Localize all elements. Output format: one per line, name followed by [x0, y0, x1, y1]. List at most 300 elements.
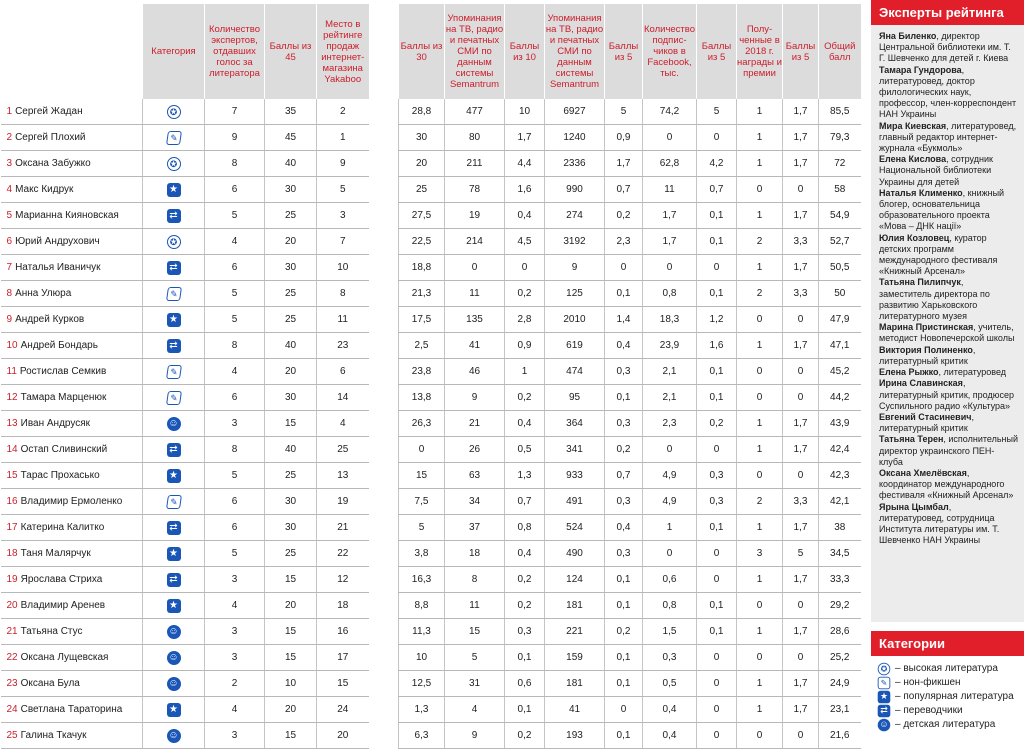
score-cell: 0 [783, 307, 819, 333]
experts-header: Количество экспертов, отдавших голос за литератора [205, 4, 265, 99]
table-row [399, 697, 861, 723]
score-cell: 124 [545, 567, 605, 593]
points45-cell: 15 [265, 567, 317, 593]
rank-number: 23 [6, 678, 18, 689]
expert-entry [879, 322, 1018, 344]
score-cell: 0,2 [605, 437, 643, 463]
table-row [399, 99, 861, 125]
expert-desc: , исполнительный директор украинского ПЕН-клуба [879, 434, 1018, 467]
rating-table-left [0, 4, 369, 749]
author-cell [1, 359, 143, 385]
score-cell: 29,2 [819, 593, 861, 619]
score-cell: 1 [643, 515, 697, 541]
categories-title: Категории [871, 631, 1024, 656]
table-row [399, 645, 861, 671]
score-cell: 0 [697, 567, 737, 593]
score-cell: 5 [445, 645, 505, 671]
score-cell: 47,1 [819, 333, 861, 359]
author-cell [1, 177, 143, 203]
author-cell [1, 723, 143, 749]
author-name: Андрей Курков [15, 314, 85, 325]
expert-name: Татьяна Пилипчук [879, 277, 961, 288]
rank-number: 21 [6, 626, 18, 637]
score-cell: 159 [545, 645, 605, 671]
score-cell: 0 [605, 697, 643, 723]
category-cell [143, 229, 205, 255]
score-cell: 1 [737, 671, 783, 697]
expert-desc: , координатор международного фестиваля «Книжный Арсенал» [879, 467, 1014, 501]
rank-number: 13 [6, 418, 18, 429]
score-cell: 5 [605, 99, 643, 125]
author-name: Остап Сливинский [20, 444, 108, 455]
table-row [399, 333, 861, 359]
score-cell: 0,6 [505, 671, 545, 697]
expert-desc: , учитель, методист Новопечерской школы [879, 322, 1015, 344]
category-cell [143, 567, 205, 593]
score-cell: 1,6 [697, 333, 737, 359]
points45-cell: 20 [265, 697, 317, 723]
score-cell: 0,5 [643, 671, 697, 697]
table-row [399, 359, 861, 385]
score-cell: 0 [697, 255, 737, 281]
expert-name: Оксана Хмелёвская [879, 467, 967, 478]
score-cell: 0,8 [505, 515, 545, 541]
table-row [1, 515, 369, 541]
yakaboo-cell: 9 [317, 151, 369, 177]
score-cell: 0,1 [697, 619, 737, 645]
author-name: Ростислав Семкив [19, 366, 107, 377]
table-row [399, 515, 861, 541]
score-cell: 2,3 [605, 229, 643, 255]
author-cell [1, 255, 143, 281]
score-cell: 15 [399, 463, 445, 489]
legend-label: – нон-фикшен [895, 677, 961, 688]
score-cell: 1,6 [505, 177, 545, 203]
score-cell: 1,7 [783, 333, 819, 359]
points45-cell: 15 [265, 411, 317, 437]
score-cell: 1,2 [697, 307, 737, 333]
score-cell: 1 [737, 203, 783, 229]
popular-literature-icon: ★ [167, 703, 181, 717]
category-cell [143, 489, 205, 515]
score-cell: 0,7 [605, 177, 643, 203]
score-cell: 0 [783, 645, 819, 671]
table-row [399, 125, 861, 151]
expert-entry [879, 121, 1018, 155]
score-cell: 0,2 [505, 723, 545, 749]
literature-icon: ✪ [167, 235, 181, 249]
score-cell: 2 [737, 489, 783, 515]
table-row [1, 593, 369, 619]
score-cell: 0 [445, 255, 505, 281]
score-cell: 34 [445, 489, 505, 515]
score-cell: 11,3 [399, 619, 445, 645]
score-cell: 1,7 [783, 203, 819, 229]
points45-cell: 25 [265, 541, 317, 567]
popular-literature-icon: ★ [167, 183, 181, 197]
author-cell [1, 151, 143, 177]
total-header: Общий балл [819, 4, 861, 99]
score-cell: 72 [819, 151, 861, 177]
legend-label: – детская литература [895, 719, 996, 730]
author-name: Владимир Аренев [20, 600, 106, 611]
table-row [399, 281, 861, 307]
score-cell: 0,8 [643, 593, 697, 619]
score-cell: 2,3 [643, 411, 697, 437]
rank-number: 1 [6, 106, 13, 117]
author-name: Макс Кидрук [15, 184, 74, 195]
score-cell: 1 [737, 411, 783, 437]
score-cell: 1,7 [783, 151, 819, 177]
literature-icon: ✪ [878, 663, 891, 676]
score-cell: 1,7 [605, 151, 643, 177]
score-cell: 0,7 [697, 177, 737, 203]
score-cell: 54,9 [819, 203, 861, 229]
score-cell: 1 [505, 359, 545, 385]
points45-cell: 25 [265, 463, 317, 489]
score-cell: 0,8 [643, 281, 697, 307]
b5b-header: Баллы из 5 [697, 4, 737, 99]
rank-number: 3 [6, 158, 13, 169]
rank-number: 9 [6, 314, 13, 325]
table-row [399, 385, 861, 411]
points45-cell: 15 [265, 645, 317, 671]
points45-cell: 40 [265, 333, 317, 359]
score-cell: 1 [737, 697, 783, 723]
legend-item [877, 704, 1024, 718]
score-cell: 1 [737, 437, 783, 463]
yakaboo-cell: 2 [317, 99, 369, 125]
points45-cell: 30 [265, 177, 317, 203]
table-row [1, 463, 369, 489]
experts-cell: 5 [205, 281, 265, 307]
table-row [399, 203, 861, 229]
category-cell [143, 125, 205, 151]
score-cell: 9 [445, 385, 505, 411]
rank-number: 4 [6, 184, 13, 195]
table-row [1, 307, 369, 333]
rank-number: 25 [6, 730, 18, 741]
rank-number: 19 [6, 574, 18, 585]
points45-cell: 15 [265, 619, 317, 645]
expert-entry [879, 154, 1018, 188]
points45-cell: 20 [265, 593, 317, 619]
table-row [1, 697, 369, 723]
expert-name: Марина Пристинская [879, 322, 974, 333]
table-row [399, 411, 861, 437]
score-cell: 1,7 [783, 411, 819, 437]
score-cell: 364 [545, 411, 605, 437]
experts-cell: 5 [205, 203, 265, 229]
category-cell [143, 307, 205, 333]
author-cell [1, 411, 143, 437]
score-cell: 1,5 [643, 619, 697, 645]
score-cell: 11 [643, 177, 697, 203]
nonfiction-icon: ✎ [166, 365, 182, 379]
score-cell: 0,3 [605, 359, 643, 385]
category-cell [143, 385, 205, 411]
score-cell: 4,9 [643, 463, 697, 489]
experts-cell: 6 [205, 489, 265, 515]
yakaboo-cell: 4 [317, 411, 369, 437]
score-cell: 52,7 [819, 229, 861, 255]
score-cell: 0,1 [697, 515, 737, 541]
score-cell: 1 [737, 515, 783, 541]
score-cell: 1,7 [783, 255, 819, 281]
score-cell: 18 [445, 541, 505, 567]
rank-number: 10 [6, 340, 18, 351]
expert-desc: , литературовед, главный редактор интернет-журнала «Букмоль» [879, 120, 1017, 154]
translators-icon: ⇄ [167, 261, 181, 275]
score-cell: 0,1 [505, 645, 545, 671]
points45-cell: 30 [265, 515, 317, 541]
category-cell [143, 177, 205, 203]
expert-entry [879, 188, 1018, 233]
score-cell: 5 [783, 541, 819, 567]
category-cell [143, 541, 205, 567]
yakaboo-cell: 21 [317, 515, 369, 541]
popular-literature-icon: ★ [878, 691, 891, 704]
score-cell: 1 [737, 567, 783, 593]
score-cell: 41 [445, 333, 505, 359]
points45-header: Баллы из 45 [265, 4, 317, 99]
score-cell: 33,3 [819, 567, 861, 593]
table-row [1, 671, 369, 697]
author-cell [1, 229, 143, 255]
score-cell: 0,3 [697, 463, 737, 489]
table-row [399, 619, 861, 645]
score-cell: 3,3 [783, 489, 819, 515]
category-cell [143, 411, 205, 437]
score-cell: 85,5 [819, 99, 861, 125]
score-cell: 11 [445, 281, 505, 307]
popular-literature-icon: ★ [167, 599, 181, 613]
score-cell: 0,3 [605, 489, 643, 515]
expert-name: Евгений Стасиневич [879, 411, 972, 422]
points45-cell: 10 [265, 671, 317, 697]
children-literature-icon: ☺ [168, 651, 179, 663]
score-cell: 1 [737, 619, 783, 645]
score-cell: 10 [505, 99, 545, 125]
score-cell: 1,7 [643, 229, 697, 255]
score-cell: 0,9 [505, 333, 545, 359]
table-row [1, 151, 369, 177]
score-cell: 0 [737, 463, 783, 489]
tv-mentions-header: Упоминания на ТВ, радио и печатных СМИ по данным системы Semantrum [445, 4, 505, 99]
expert-desc: , литературовед [938, 367, 1007, 378]
table-row [1, 359, 369, 385]
rank-number: 14 [6, 444, 18, 455]
score-cell: 0,4 [643, 697, 697, 723]
experts-cell: 4 [205, 593, 265, 619]
score-cell: 21,3 [399, 281, 445, 307]
score-cell: 0,1 [697, 385, 737, 411]
score-cell: 0 [697, 125, 737, 151]
score-cell: 25,2 [819, 645, 861, 671]
rank-number: 11 [6, 366, 17, 377]
score-cell: 0,2 [505, 281, 545, 307]
score-cell: 0 [697, 697, 737, 723]
score-cell: 9 [445, 723, 505, 749]
category-cell [143, 593, 205, 619]
expert-entry [879, 277, 1018, 322]
yakaboo-cell: 25 [317, 437, 369, 463]
score-cell: 4,9 [643, 489, 697, 515]
legend-item [877, 662, 1024, 676]
score-cell: 0,4 [643, 723, 697, 749]
experts-title: Эксперты рейтинга [871, 0, 1024, 25]
experts-cell: 3 [205, 645, 265, 671]
expert-desc: , литературный критик [879, 344, 976, 366]
score-cell: 8 [445, 567, 505, 593]
yakaboo-cell: 3 [317, 203, 369, 229]
author-cell [1, 385, 143, 411]
yakaboo-cell: 6 [317, 359, 369, 385]
author-cell [1, 593, 143, 619]
score-cell: 193 [545, 723, 605, 749]
author-cell [1, 671, 143, 697]
score-cell: 0 [737, 645, 783, 671]
score-cell: 274 [545, 203, 605, 229]
score-cell: 0,2 [505, 593, 545, 619]
score-cell: 24,9 [819, 671, 861, 697]
literature-icon: ✪ [167, 157, 181, 171]
score-cell: 10 [399, 645, 445, 671]
score-cell: 1,7 [505, 125, 545, 151]
score-cell: 62,8 [643, 151, 697, 177]
score-cell: 30 [399, 125, 445, 151]
legend-item [877, 690, 1024, 704]
score-cell: 79,3 [819, 125, 861, 151]
score-cell: 3,8 [399, 541, 445, 567]
experts-cell: 5 [205, 307, 265, 333]
table-row [1, 411, 369, 437]
score-cell: 1,7 [783, 671, 819, 697]
score-cell: 23,9 [643, 333, 697, 359]
score-cell: 1,7 [783, 567, 819, 593]
category-cell [143, 151, 205, 177]
score-cell: 21,6 [819, 723, 861, 749]
score-cell: 0,1 [505, 697, 545, 723]
table-row [1, 177, 369, 203]
table-row [399, 593, 861, 619]
experts-cell: 6 [205, 255, 265, 281]
yakaboo-header: Место в рейтинге продаж интернет-магазина Yakaboo [317, 4, 369, 99]
awards-header: Полученные в 2018 г. награды и премии [737, 4, 783, 99]
score-cell: 0,3 [505, 619, 545, 645]
score-cell: 0,3 [697, 489, 737, 515]
experts-cell: 2 [205, 671, 265, 697]
score-cell: 0 [737, 723, 783, 749]
score-cell: 0,4 [605, 333, 643, 359]
author-cell [1, 645, 143, 671]
author-name: Катерина Калитко [20, 522, 105, 533]
experts-cell: 3 [205, 723, 265, 749]
yakaboo-cell: 14 [317, 385, 369, 411]
category-cell [143, 671, 205, 697]
score-cell: 42,4 [819, 437, 861, 463]
category-cell [143, 723, 205, 749]
table-row [1, 229, 369, 255]
expert-name: Ирина Славинская [879, 378, 963, 389]
score-cell: 0,9 [605, 125, 643, 151]
category-cell [143, 515, 205, 541]
points45-cell: 30 [265, 489, 317, 515]
category-cell [143, 619, 205, 645]
score-cell: 0 [643, 125, 697, 151]
score-cell: 42,3 [819, 463, 861, 489]
expert-desc: , куратор детских программ международного фестиваля «Книжный Арсенал» [879, 232, 998, 277]
score-cell: 47,9 [819, 307, 861, 333]
score-cell: 990 [545, 177, 605, 203]
score-cell: 0,1 [697, 229, 737, 255]
score-cell: 1240 [545, 125, 605, 151]
expert-entry [879, 502, 1018, 547]
score-cell: 9 [545, 255, 605, 281]
author-cell [1, 333, 143, 359]
table-row [399, 151, 861, 177]
rank-number: 24 [6, 704, 18, 715]
score-cell: 6927 [545, 99, 605, 125]
translators-icon: ⇄ [167, 209, 181, 223]
score-cell: 135 [445, 307, 505, 333]
category-cell [143, 255, 205, 281]
nonfiction-icon: ✎ [166, 131, 182, 145]
score-cell: 0,1 [605, 593, 643, 619]
score-cell: 45,2 [819, 359, 861, 385]
expert-name: Виктория Полиненко [879, 344, 973, 355]
score-cell: 491 [545, 489, 605, 515]
score-cell: 23,1 [819, 697, 861, 723]
score-cell: 214 [445, 229, 505, 255]
table-row [1, 333, 369, 359]
author-name: Тамара Марценюк [20, 392, 107, 403]
score-cell: 19 [445, 203, 505, 229]
yakaboo-cell: 18 [317, 593, 369, 619]
author-name: Тарас Прохасько [20, 470, 100, 481]
score-cell: 490 [545, 541, 605, 567]
score-cell: 58 [819, 177, 861, 203]
score-cell: 63 [445, 463, 505, 489]
legend-label: – высокая литература [895, 663, 998, 674]
translators-icon: ⇄ [167, 339, 181, 353]
table-row [1, 281, 369, 307]
score-cell: 1 [737, 99, 783, 125]
expert-desc: , литературный критик, продюсер Суспильного радио «Культура» [879, 378, 1014, 411]
table-row [399, 489, 861, 515]
score-cell: 1 [737, 333, 783, 359]
b5a-header: Баллы из 5 [605, 4, 643, 99]
score-cell: 6,3 [399, 723, 445, 749]
table-row [1, 203, 369, 229]
score-cell: 0,2 [605, 619, 643, 645]
author-name: Марианна Кияновская [15, 210, 119, 221]
score-cell: 0 [505, 255, 545, 281]
author-cell [1, 437, 143, 463]
table-row [1, 437, 369, 463]
name-header [1, 4, 143, 99]
sidebar [871, 0, 1024, 753]
author-cell [1, 463, 143, 489]
author-cell [1, 619, 143, 645]
score-cell: 0,4 [505, 411, 545, 437]
experts-cell: 5 [205, 541, 265, 567]
nonfiction-icon: ✎ [166, 495, 182, 509]
table-row [399, 671, 861, 697]
table-row [399, 229, 861, 255]
category-cell [143, 281, 205, 307]
expert-entry [879, 434, 1018, 468]
